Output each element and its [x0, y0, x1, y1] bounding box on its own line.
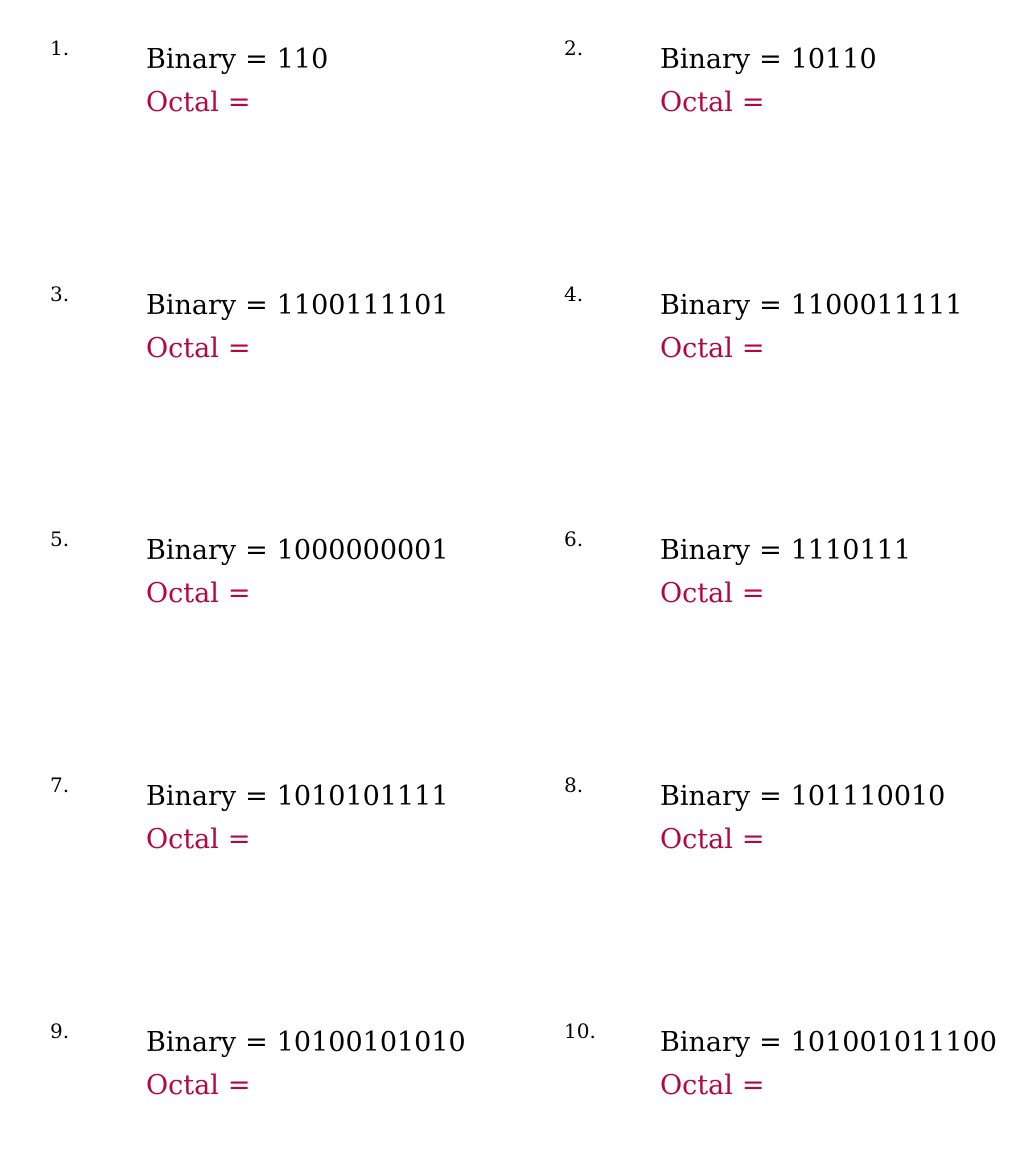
equals-sign: = [227, 87, 251, 118]
equals-sign: = [227, 824, 251, 855]
binary-label: Binary [146, 290, 237, 321]
binary-line [146, 535, 449, 567]
problem-number: 3. [50, 282, 70, 306]
binary-label: Binary [660, 535, 751, 566]
problem-2 [564, 36, 1014, 156]
binary-label: Binary [146, 1027, 237, 1058]
problem-number: 7. [50, 773, 70, 797]
equals-sign: = [245, 44, 268, 75]
binary-value: 101001011100 [790, 1027, 997, 1058]
problem-number: 10. [564, 1019, 596, 1043]
binary-label: Binary [146, 535, 237, 566]
octal-line [146, 333, 259, 365]
octal-line [660, 333, 773, 365]
octal-label: Octal [146, 578, 219, 609]
binary-line [660, 1027, 997, 1059]
equals-sign: = [759, 781, 782, 812]
binary-value: 1100011111 [790, 290, 963, 321]
problem-number: 6. [564, 527, 584, 551]
octal-label: Octal [660, 1070, 733, 1101]
octal-line [146, 87, 259, 119]
equals-sign: = [741, 333, 765, 364]
equals-sign: = [741, 87, 765, 118]
problem-6 [564, 527, 1014, 647]
binary-label: Binary [660, 290, 751, 321]
problem-8 [564, 773, 1014, 893]
binary-line [146, 1027, 466, 1059]
binary-line [146, 781, 449, 813]
problem-3 [50, 282, 500, 402]
binary-line [146, 44, 328, 76]
binary-value: 1110111 [790, 535, 911, 566]
binary-label: Binary [146, 781, 237, 812]
octal-label: Octal [146, 1070, 219, 1101]
binary-line [660, 44, 877, 76]
binary-value: 10100101010 [276, 1027, 466, 1058]
octal-line [146, 1070, 259, 1102]
binary-value: 1100111101 [276, 290, 449, 321]
equals-sign: = [227, 578, 251, 609]
problem-number: 1. [50, 36, 70, 60]
octal-line [660, 824, 773, 856]
binary-value: 1010101111 [276, 781, 449, 812]
problem-number: 5. [50, 527, 70, 551]
binary-value: 1000000001 [276, 535, 449, 566]
equals-sign: = [245, 1027, 268, 1058]
octal-label: Octal [146, 87, 219, 118]
binary-label: Binary [146, 44, 237, 75]
problem-9 [50, 1019, 500, 1139]
equals-sign: = [759, 1027, 782, 1058]
equals-sign: = [741, 1070, 765, 1101]
binary-label: Binary [660, 781, 751, 812]
equals-sign: = [227, 333, 251, 364]
octal-label: Octal [146, 333, 219, 364]
equals-sign: = [245, 781, 268, 812]
binary-line [660, 781, 945, 813]
octal-line [660, 87, 773, 119]
equals-sign: = [759, 290, 782, 321]
octal-line [146, 578, 259, 610]
equals-sign: = [245, 290, 268, 321]
octal-label: Octal [146, 824, 219, 855]
binary-label: Binary [660, 1027, 751, 1058]
octal-line [660, 1070, 773, 1102]
problem-number: 8. [564, 773, 584, 797]
problem-1 [50, 36, 500, 156]
equals-sign: = [741, 578, 765, 609]
problem-number: 9. [50, 1019, 70, 1043]
binary-line [660, 535, 911, 567]
equals-sign: = [759, 44, 782, 75]
octal-line [146, 824, 259, 856]
binary-label: Binary [660, 44, 751, 75]
octal-line [660, 578, 773, 610]
binary-value: 101110010 [790, 781, 946, 812]
equals-sign: = [227, 1070, 251, 1101]
binary-line [660, 290, 963, 322]
problem-4 [564, 282, 1014, 402]
octal-label: Octal [660, 824, 733, 855]
octal-label: Octal [660, 578, 733, 609]
problem-5 [50, 527, 500, 647]
problem-7 [50, 773, 500, 893]
equals-sign: = [741, 824, 765, 855]
binary-value: 110 [276, 44, 329, 75]
octal-label: Octal [660, 87, 733, 118]
octal-label: Octal [660, 333, 733, 364]
problem-number: 2. [564, 36, 584, 60]
equals-sign: = [759, 535, 782, 566]
binary-value: 10110 [790, 44, 877, 75]
problem-number: 4. [564, 282, 584, 306]
equals-sign: = [245, 535, 268, 566]
problem-10 [564, 1019, 1014, 1139]
binary-line [146, 290, 449, 322]
